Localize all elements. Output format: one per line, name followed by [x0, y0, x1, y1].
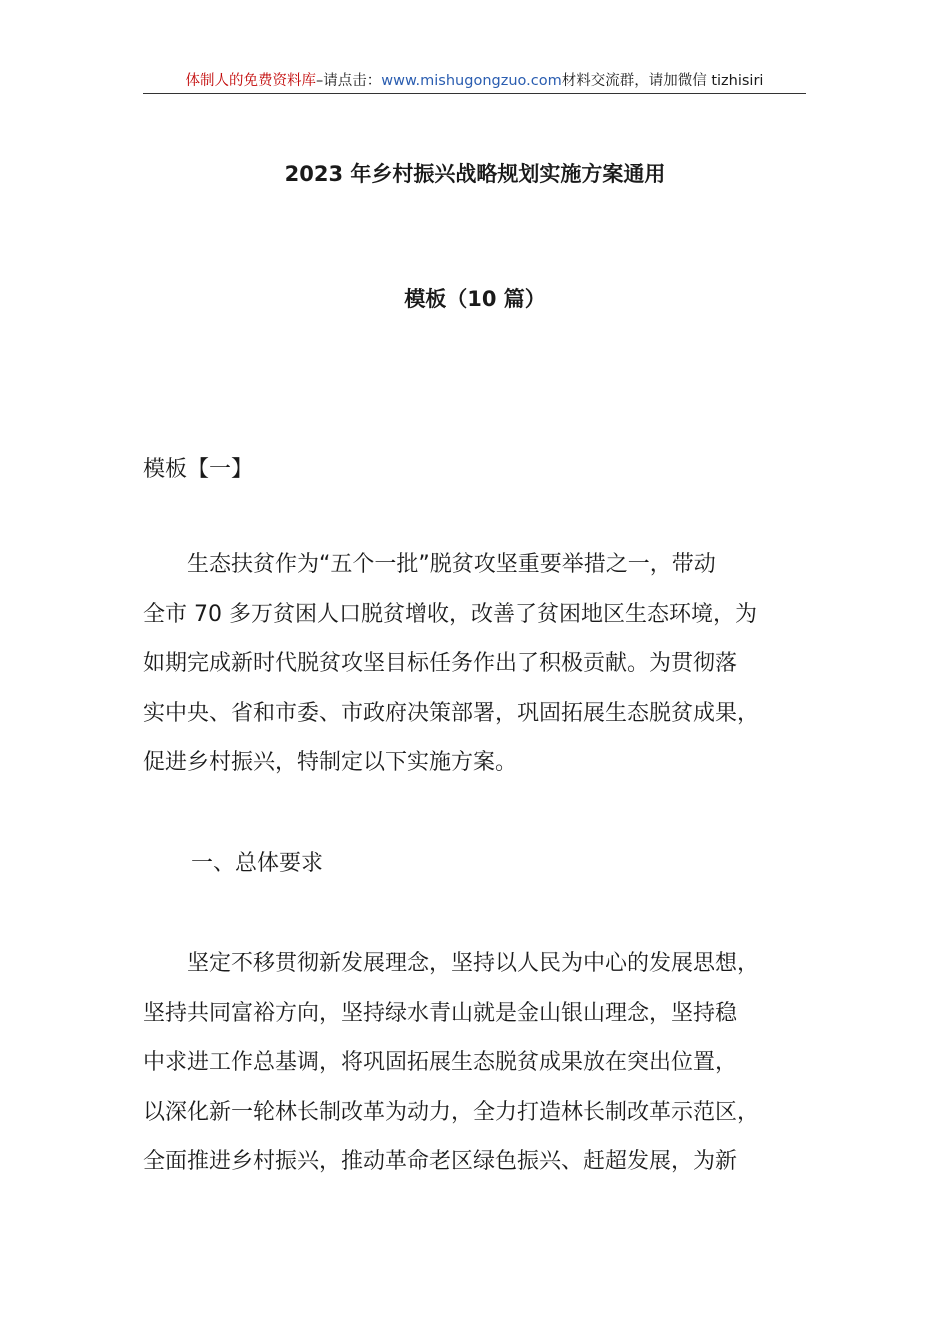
paragraph-line: 如期完成新时代脱贫攻坚目标任务作出了积极贡献。为贯彻落: [143, 651, 738, 676]
paragraph-line: 全面推进乡村振兴，推动革命老区绿色振兴、赶超发展，为新: [143, 1149, 738, 1174]
paragraph-line: 促进乡村振兴，特制定以下实施方案。: [143, 750, 518, 775]
header-prompt: –请点击：: [316, 73, 382, 89]
paragraph-line: 生态扶贫作为“五个一批”脱贫攻坚重要举措之一，带动: [143, 552, 716, 577]
paragraph-line: 坚持共同富裕方向，坚持绿水青山就是金山银山理念，坚持稳: [143, 1000, 738, 1026]
document-title-line1: 2023 年乡村振兴战略规划实施方案通用: [284, 162, 666, 186]
header-brand: 体制人的免费资料库: [185, 73, 317, 89]
paragraph-1: [143, 540, 813, 788]
paragraph-line: 以深化新一轮林长制改革为动力，全力打造林长制改革示范区，: [143, 1099, 760, 1125]
header-url-link[interactable]: www.mishugongzuo.com: [381, 73, 562, 89]
paragraph-2: [143, 939, 813, 1187]
subheading-general-requirements: 一、总体要求: [191, 851, 324, 876]
paragraph-line: 中求进工作总基调，将巩固拓展生态脱贫成果放在突出位置，: [143, 1050, 738, 1075]
page-header: [143, 70, 806, 94]
document-title-line2: 模板（10 篇）: [404, 287, 546, 311]
paragraph-line: 全市 70 多万贫困人口脱贫增收，改善了贫困地区生态环境，为: [143, 601, 757, 627]
section-label: 模板【一】: [143, 457, 254, 482]
paragraph-line: 实中央、省和市委、市政府决策部署，巩固拓展生态脱贫成果，: [143, 700, 760, 726]
paragraph-line: 坚定不移贯彻新发展理念，坚持以人民为中心的发展思想，: [143, 951, 760, 976]
header-suffix: 材料交流群，请加微信 tizhisiri: [561, 73, 764, 89]
